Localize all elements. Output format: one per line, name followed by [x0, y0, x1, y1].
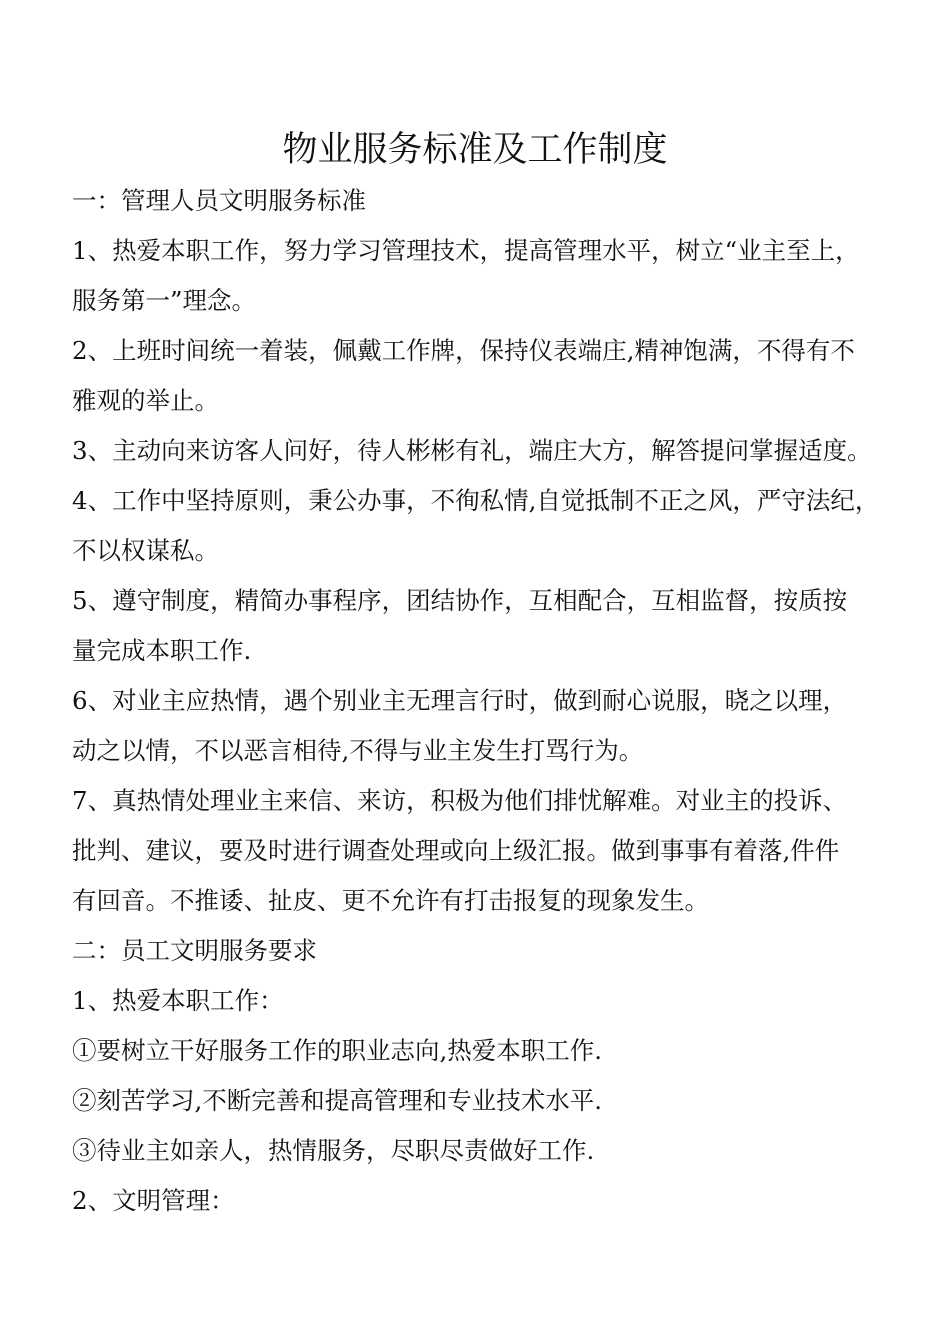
- document-title: 物业服务标准及工作制度: [282, 130, 668, 170]
- paragraph-line: 动之以情，不以恶言相待,不得与业主发生打骂行为。: [72, 736, 644, 765]
- paragraph-line: 1、热爱本职工作：: [72, 986, 284, 1015]
- paragraph-line: 1、热爱本职工作，努力学习管理技术，提高管理水平，树立“业主至上，: [72, 236, 860, 265]
- paragraph-line: 雅观的举止。: [72, 386, 219, 415]
- paragraph-line: 7、真热情处理业主来信、来访，积极为他们排忧解难。对业主的投诉、: [72, 786, 848, 815]
- paragraph-line: 有回音。不推诿、扯皮、更不允许有打击报复的现象发生。: [72, 886, 709, 915]
- list-item: ③待业主如亲人，热情服务，尽职尽责做好工作.: [72, 1136, 595, 1165]
- paragraph-line: 3、主动向来访客人问好，待人彬彬有礼，端庄大方，解答提问掌握适度。: [72, 436, 872, 465]
- paragraph-line: 5、遵守制度，精简办事程序，团结协作，互相配合，互相监督，按质按: [72, 586, 848, 615]
- section-heading-2: 二：员工文明服务要求: [72, 936, 317, 965]
- paragraph-line: 量完成本职工作.: [72, 636, 252, 665]
- paragraph-line: 2、文明管理：: [72, 1186, 235, 1215]
- paragraph-line: 批判、建议，要及时进行调查处理或向上级汇报。做到事事有着落,件件: [72, 836, 840, 865]
- list-item: ②刻苦学习,不断完善和提高管理和专业技术水平.: [72, 1086, 603, 1115]
- paragraph-line: 不以权谋私。: [72, 536, 219, 565]
- paragraph-line: 6、对业主应热情，遇个别业主无理言行时，做到耐心说服，晓之以理，: [72, 686, 848, 715]
- section-heading-1: 一：管理人员文明服务标准: [72, 186, 366, 215]
- paragraph-line: 4、工作中坚持原则，秉公办事，不徇私情,自觉抵制不正之风，严守法纪，: [72, 486, 880, 515]
- list-item: ①要树立干好服务工作的职业志向,热爱本职工作.: [72, 1036, 603, 1065]
- document-body: [72, 176, 912, 1226]
- paragraph-line: 服务第一”理念。: [72, 286, 257, 315]
- paragraph-line: 2、上班时间统一着装，佩戴工作牌，保持仪表端庄,精神饱满，不得有不: [72, 336, 855, 365]
